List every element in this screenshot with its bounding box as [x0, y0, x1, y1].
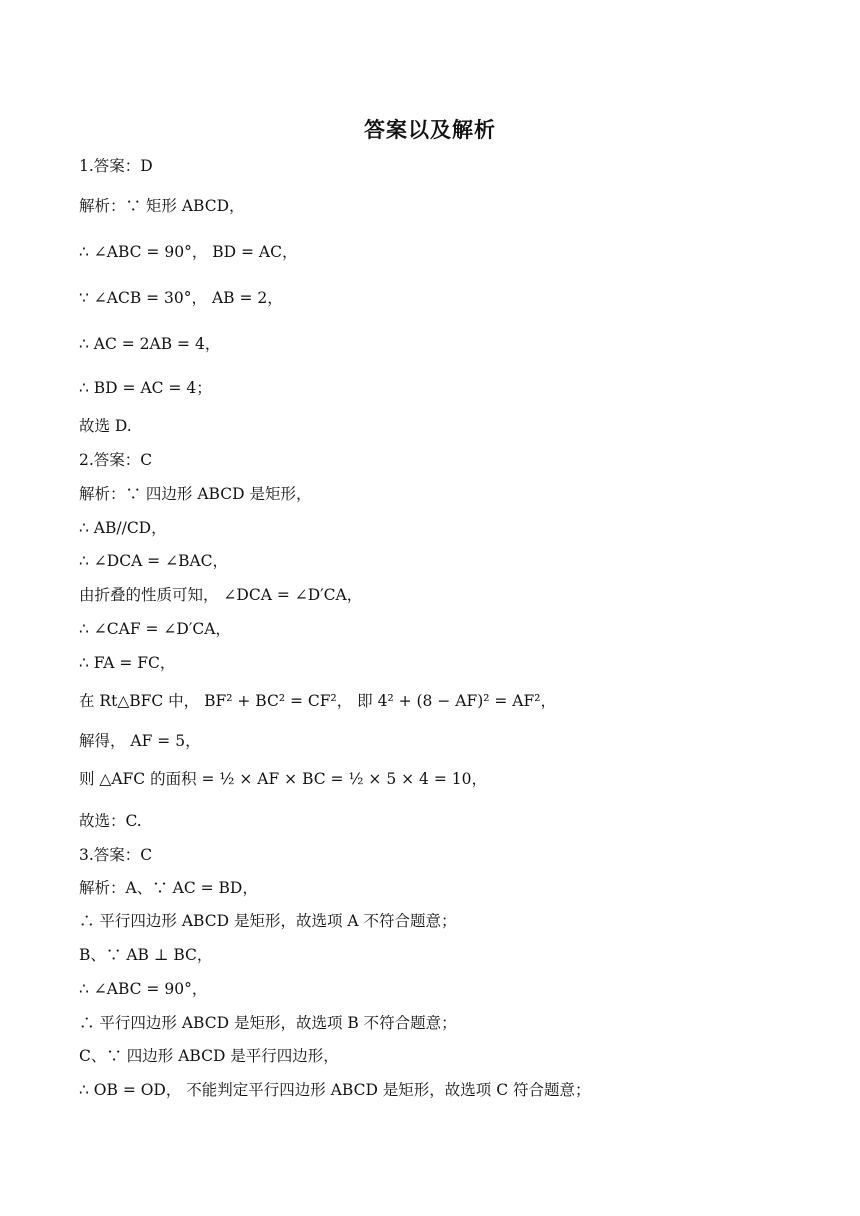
text-line: 由折叠的性质可知， ∠DCA = ∠D′CA， [79, 586, 363, 604]
text-line: C、∵ 四边形 ABCD 是平行四边形， [79, 1047, 339, 1065]
text-line: ∴ ∠CAF = ∠D′CA， [79, 620, 231, 638]
text-line: 故选 D. [79, 417, 132, 435]
text-line: ∴ OB = OD， 不能判定平行四边形 ABCD 是矩形，故选项 C 符合题意； [79, 1081, 591, 1099]
text-line: ∴ 平行四边形 ABCD 是矩形，故选项 A 不符合题意； [79, 912, 457, 930]
text-line: 3.答案：C [79, 846, 153, 864]
text-line: 则 △AFC 的面积 = ½ × AF × BC = ½ × 5 × 4 = 10， [79, 770, 487, 788]
text-line: 解析：A、∵ AC = BD， [79, 879, 258, 897]
text-line: 1.答案：D [79, 157, 153, 175]
text-line: 解析：∵ 矩形 ABCD， [79, 197, 245, 215]
text-line: ∴ ∠ABC = 90°， BD = AC， [79, 243, 298, 261]
text-line: 解析：∵ 四边形 ABCD 是矩形， [79, 485, 312, 503]
text-line: ∴ AC = 2AB = 4， [79, 335, 221, 353]
page-title: 答案以及解析 [364, 118, 496, 142]
text-line: ∴ AB//CD， [79, 519, 167, 537]
text-line: 故选：C. [79, 812, 142, 830]
text-line: ∴ 平行四边形 ABCD 是矩形，故选项 B 不符合题意； [79, 1014, 457, 1032]
text-line: ∴ FA = FC， [79, 654, 176, 672]
text-line: ∴ ∠DCA = ∠BAC， [79, 552, 229, 570]
text-line: 解得， AF = 5， [79, 732, 201, 750]
text-line: ∴ ∠ABC = 90°， [79, 980, 208, 998]
text-line: 在 Rt△BFC 中， BF² + BC² = CF²， 即 4² + (8 − AF)² = AF²， [79, 692, 556, 710]
text-line: 2.答案：C [79, 451, 153, 469]
text-line: B、∵ AB ⊥ BC， [79, 946, 213, 964]
text-line: ∵ ∠ACB = 30°， AB = 2， [79, 289, 283, 307]
text-line: ∴ BD = AC = 4； [79, 379, 212, 397]
